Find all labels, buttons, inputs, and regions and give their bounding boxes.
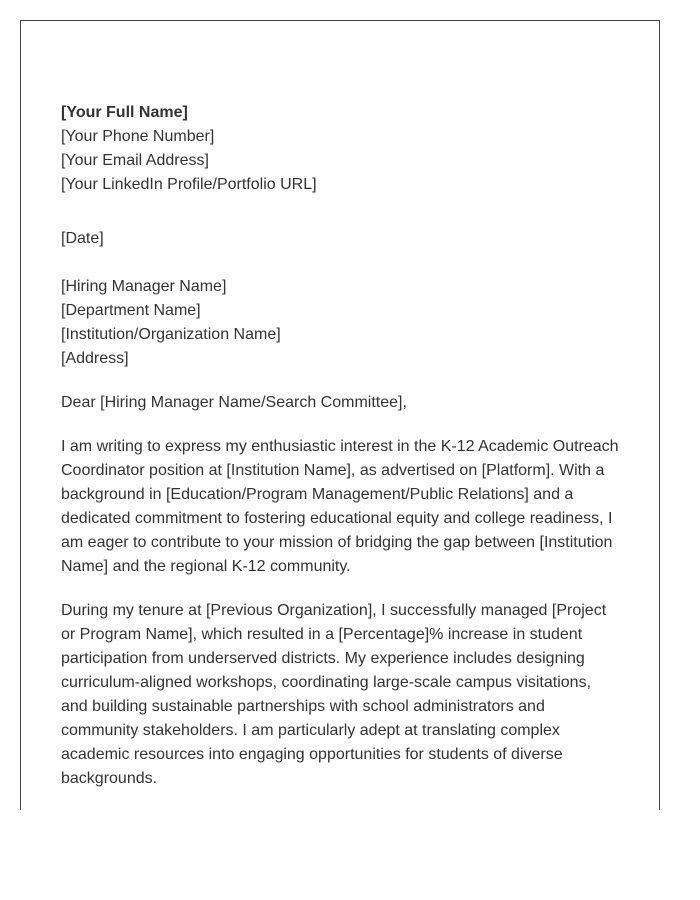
paragraph-line: During my tenure at [Previous Organization], I successfully managed [Project (61, 602, 607, 619)
paragraph-line: I am writing to express my enthusiastic interest in the K-12 Academic Outreach (61, 438, 619, 455)
letter-page (20, 20, 660, 810)
sender-email: [Your Email Address] (61, 152, 209, 169)
letter-content (61, 101, 625, 791)
letter-date: [Date] (61, 230, 104, 247)
sender-linkedin: [Your LinkedIn Profile/Portfolio URL] (61, 176, 317, 193)
salutation: Dear [Hiring Manager Name/Search Committee], (61, 394, 407, 411)
paragraph-line: and building sustainable partnerships with school administrators and (61, 698, 545, 715)
paragraph-line: participation from underserved districts. My experience includes designing (61, 650, 585, 667)
paragraph-line: curriculum-aligned workshops, coordinating large-scale campus visitations, (61, 674, 592, 691)
paragraph-line: academic resources into engaging opportunities for students of diverse (61, 746, 563, 763)
sender-phone: [Your Phone Number] (61, 128, 215, 145)
paragraph-line: Coordinator position at [Institution Name], as advertised on [Platform]. With a (61, 462, 605, 479)
body-paragraph-2 (61, 599, 625, 791)
paragraph-line: background in [Education/Program Management/Public Relations] and a (61, 486, 574, 503)
recipient-address: [Address] (61, 350, 129, 367)
recipient-block (61, 275, 625, 371)
paragraph-line: or Program Name], which resulted in a [Percentage]% increase in student (61, 626, 583, 643)
paragraph-line: dedicated commitment to fostering educational equity and college readiness, I (61, 510, 613, 527)
recipient-manager: [Hiring Manager Name] (61, 278, 227, 295)
sender-full-name: [Your Full Name] (61, 104, 188, 121)
paragraph-line: backgrounds. (61, 770, 158, 787)
recipient-institution: [Institution/Organization Name] (61, 326, 281, 343)
paragraph-line: Name] and the regional K-12 community. (61, 558, 351, 575)
paragraph-line: community stakeholders. I am particularly adept at translating complex (61, 722, 560, 739)
paragraph-line: am eager to contribute to your mission of bridging the gap between [Institution (61, 534, 613, 551)
recipient-department: [Department Name] (61, 302, 201, 319)
sender-block (61, 101, 625, 197)
body-paragraph-1 (61, 435, 625, 579)
